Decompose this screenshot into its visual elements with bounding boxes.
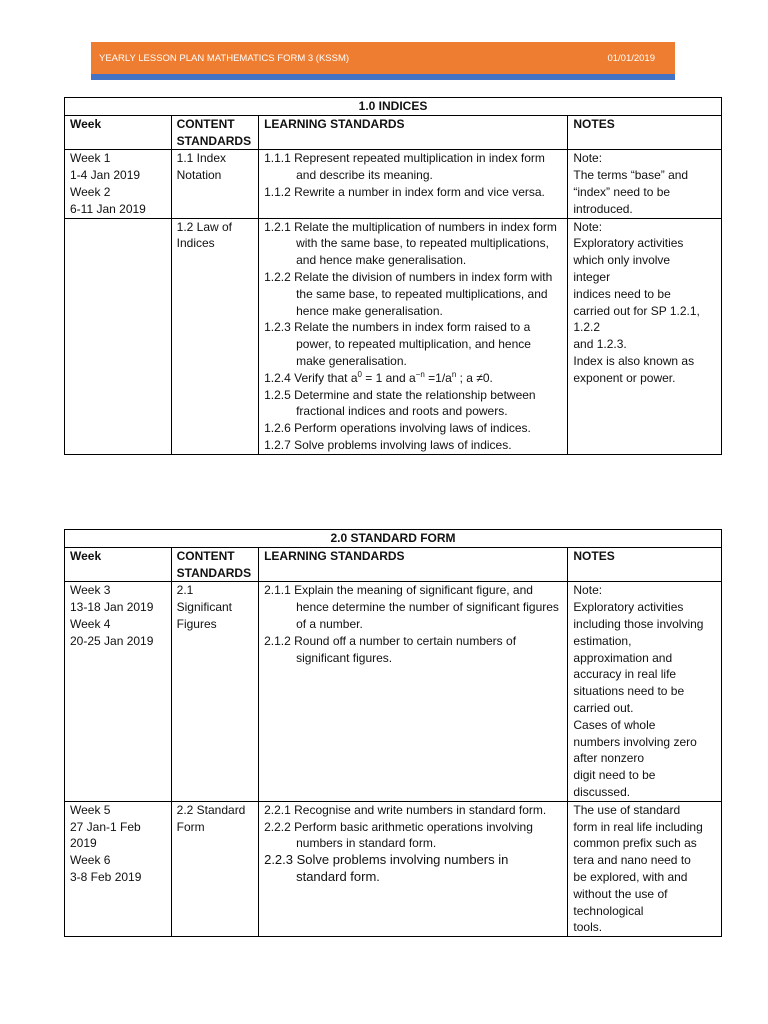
learning-standard-item: 1.2.1 Relate the multiplication of numbers in index form with the same base, to repeated multiplications, and hence make generalisation.: [264, 219, 557, 268]
content-standard-cell: 2.1 Significant Figures: [171, 582, 258, 801]
page-header-bar: [91, 42, 675, 74]
notes-cell: Note: Exploratory activities including those involving estimation, approximation and accuracy in real life situations need to be carried out. Cases of whole numbers involving zero after nonzero digit need to be discussed.: [568, 582, 722, 801]
week-header: Week: [65, 547, 172, 582]
week-cell: [65, 218, 172, 454]
section-title: 2.0 STANDARD FORM: [65, 530, 722, 548]
learning-standard-item: 1.1.2 Rewrite a number in index form and vice versa.: [264, 184, 545, 199]
section-title: 1.0 INDICES: [65, 98, 722, 116]
table-row: [65, 801, 722, 936]
learning-standard-item: 1.2.5 Determine and state the relationship between fractional indices and roots and powers.: [264, 387, 536, 419]
learning-standard-item: 1.2.6 Perform operations involving laws of indices.: [264, 421, 531, 436]
notes-header: NOTES: [568, 547, 722, 582]
week-header: Week: [65, 115, 172, 150]
learning-standard-item: 2.1.1 Explain the meaning of significant figure, and hence determine the number of significant figures of a number.: [264, 583, 559, 631]
table-title-row: [65, 98, 722, 116]
notes-header: NOTES: [568, 115, 722, 150]
document-title: YEARLY LESSON PLAN MATHEMATICS FORM 3 (KSSM): [99, 52, 350, 64]
learning-standard-item: 2.2.3 Solve problems involving numbers in standard form.: [264, 852, 509, 884]
indices-table: [64, 97, 722, 455]
learning-standard-item: 2.2.1 Recognise and write numbers in standard form.: [264, 802, 547, 817]
learning-standards-header: LEARNING STANDARDS: [259, 547, 568, 582]
content-standards-header: CONTENT STANDARDS: [171, 115, 258, 150]
learning-standards-cell: [259, 582, 568, 801]
learning-standard-item: 2.2.2 Perform basic arithmetic operations involving numbers in standard form.: [264, 819, 533, 851]
content-standard-cell: 2.2 Standard Form: [171, 801, 258, 936]
learning-standard-item: 1.1.1 Represent repeated multiplication in index form and describe its meaning.: [264, 151, 545, 183]
content-standard-cell: 1.1 Index Notation: [171, 150, 258, 218]
learning-standard-item: 1.2.3 Relate the numbers in index form raised to a power, to repeated multiplication, and hence make generalisation.: [264, 320, 531, 368]
table-title-row: [65, 530, 722, 548]
learning-standard-item: 1.2.4 Verify that $a^0 = 1$ and $a^{-n} =1/a^n$ ; a ≠0.: [264, 369, 493, 385]
table-header-row: [65, 115, 722, 150]
learning-standards-cell: [259, 801, 568, 936]
notes-cell: The use of standard form in real life including common prefix such as tera and nano need to be explored, with and without the use of technological tools.: [568, 801, 722, 936]
document-date: 01/01/2019: [607, 52, 655, 64]
table-header-row: [65, 547, 722, 582]
table-row: [65, 582, 722, 801]
table-row: [65, 150, 722, 218]
notes-cell: Note: The terms “base” and “index” need to be introduced.: [568, 150, 722, 218]
learning-standards-header: LEARNING STANDARDS: [259, 115, 568, 150]
week-cell: Week 3 13-18 Jan 2019 Week 4 20-25 Jan 2019: [65, 582, 172, 801]
content-standard-cell: 1.2 Law of Indices: [171, 218, 258, 454]
learning-standard-item: 2.1.2 Round off a number to certain numbers of significant figures.: [264, 633, 517, 665]
notes-cell: Note: Exploratory activities which only involve integer indices need to be carried out for SP 1.2.1, 1.2.2 and 1.2.3. Index is also known as exponent or power.: [568, 218, 722, 454]
content-standards-header: CONTENT STANDARDS: [171, 547, 258, 582]
header-underline: [91, 74, 675, 80]
standard-form-table: [64, 529, 722, 937]
week-cell: Week 5 27 Jan-1 Feb 2019 Week 6 3-8 Feb 2019: [65, 801, 172, 936]
learning-standard-item: 1.2.7 Solve problems involving laws of indices.: [264, 437, 512, 452]
learning-standards-cell: [259, 218, 568, 454]
learning-standard-item: 1.2.2 Relate the division of numbers in index form with the same base, to repeated multiplications, and hence make generalisation.: [264, 269, 553, 318]
learning-standards-cell: [259, 150, 568, 218]
week-cell: Week 1 1-4 Jan 2019 Week 2 6-11 Jan 2019: [65, 150, 172, 218]
table-row: [65, 218, 722, 454]
